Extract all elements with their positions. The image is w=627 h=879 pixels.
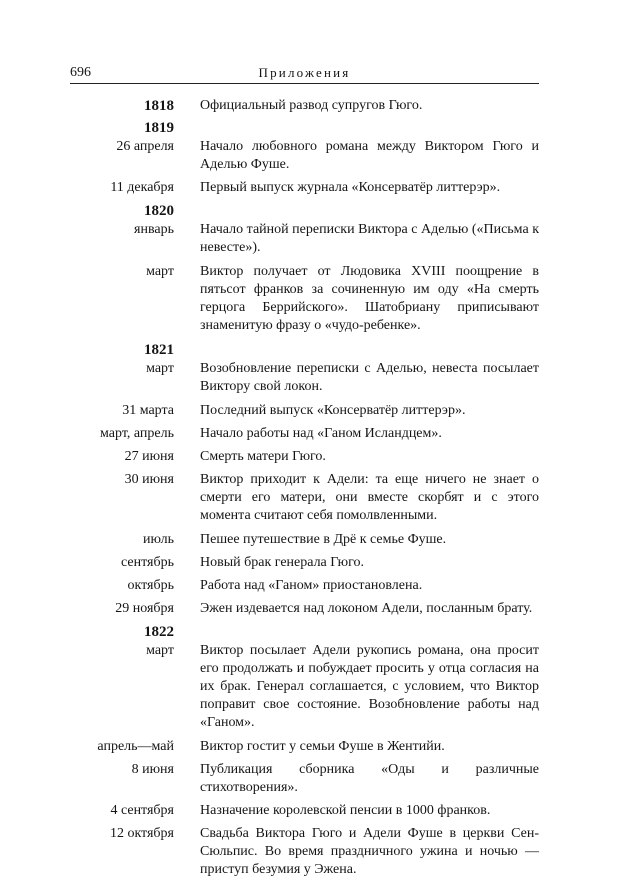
chronology-entry	[70, 97, 539, 115]
entry-date: 30 июня	[124, 472, 174, 487]
entry-date: март	[146, 361, 174, 376]
chronology-entry	[70, 825, 539, 879]
entry-date: март	[146, 264, 174, 279]
chronology-entry	[70, 642, 539, 732]
entry-date: апрель—май	[97, 739, 174, 754]
entry-text: Смерть матери Гюго.	[200, 449, 326, 464]
entry-text: Первый выпуск журнала «Консерватёр литтерэр».	[200, 180, 501, 195]
chronology-entry	[70, 471, 539, 525]
entry-date: 8 июня	[131, 762, 174, 777]
entry-date: март	[146, 643, 174, 658]
entry-date: 26 апреля	[116, 139, 174, 154]
chronology-entry	[70, 554, 539, 572]
chronology-entry	[70, 531, 539, 549]
entry-date: октябрь	[127, 578, 174, 593]
entry-text: Начало работы над «Ганом Исландцем».	[200, 426, 442, 441]
entry-text: Виктор приходит к Адели: та еще ничего не знает о смерти его матери, они вместе скорбят и с этого момента считают себя помолвленными.	[200, 472, 539, 523]
year-heading	[70, 341, 539, 360]
chronology-entry	[70, 221, 539, 257]
year-label: 1821	[144, 342, 174, 358]
chronology-entry	[70, 360, 539, 396]
entry-text: Пешее путешествие в Дрё к семье Фуше.	[200, 532, 447, 547]
chronology-entry	[70, 577, 539, 595]
page-number: 696	[70, 65, 91, 80]
year-heading	[70, 623, 539, 642]
header-rule	[70, 83, 539, 84]
chronology-entry	[70, 802, 539, 820]
page-header	[70, 66, 539, 80]
chronology-entry	[70, 402, 539, 420]
entry-text: Публикация сборника «Оды и различные стихотворения».	[200, 762, 539, 795]
entry-text: Назначение королевской пенсии в 1000 франков.	[200, 803, 491, 818]
chronology-entry	[70, 425, 539, 443]
entry-text: Возобновление переписки с Аделью, невеста посылает Виктору свой локон.	[200, 361, 539, 394]
entry-text: Последний выпуск «Консерватёр литтерэр».	[200, 403, 466, 418]
year-heading	[70, 119, 539, 138]
chronology-entry	[70, 738, 539, 756]
year-label: 1820	[144, 203, 174, 219]
entry-date: сентябрь	[121, 555, 174, 570]
chronology	[70, 97, 539, 879]
entry-date: 31 марта	[122, 403, 174, 418]
running-title: Приложения	[258, 65, 351, 80]
entry-text: Работа над «Ганом» приостановлена.	[200, 578, 423, 593]
chronology-entry	[70, 761, 539, 797]
entry-text: Виктор посылает Адели рукопись романа, она просит его продолжать и побуждает просить у отца согласия на их брак. Генерал соглашается, с условием, что Виктор поправит свое состояние. Возобновление работы над «Ганом».	[200, 643, 539, 730]
entry-date: 11 декабря	[110, 180, 174, 195]
entry-text: Официальный развод супругов Гюго.	[200, 98, 423, 113]
year-heading	[70, 202, 539, 221]
entry-date: июль	[143, 532, 174, 547]
entry-text: Эжен издевается над локоном Адели, посланным брату.	[200, 601, 533, 616]
entry-text: Начало тайной переписки Виктора с Аделью («Письма к невесте»).	[200, 222, 539, 255]
entry-date: январь	[134, 222, 174, 237]
year-label: 1822	[144, 624, 174, 640]
entry-text: Виктор гостит у семьи Фуше в Жентийи.	[200, 739, 445, 754]
chronology-entry	[70, 263, 539, 335]
entry-text: Начало любовного романа между Виктором Гюго и Аделью Фуше.	[200, 139, 539, 172]
chronology-entry	[70, 138, 539, 174]
entry-date: 29 ноября	[115, 601, 174, 616]
entry-text: Виктор получает от Людовика XVIII поощрение в пятьсот франков за сочиненную им оду «На смерть герцога Беррийского». Шатобриану приписывают знаменитую фразу о «чудо-ребенке».	[200, 264, 539, 333]
entry-text: Новый брак генерала Гюго.	[200, 555, 365, 570]
entry-date: 12 октября	[109, 826, 174, 841]
entry-date: март, апрель	[100, 426, 174, 441]
chronology-entry	[70, 600, 539, 618]
entry-date: 27 июня	[124, 449, 174, 464]
year-label: 1818	[144, 98, 174, 114]
chronology-entry	[70, 448, 539, 466]
chronology-entry	[70, 179, 539, 197]
entry-text: Свадьба Виктора Гюго и Адели Фуше в церкви Сен-Сюльпис. Во время праздничного ужина и ночью — приступ безумия у Эжена.	[200, 826, 539, 877]
year-label: 1819	[144, 120, 174, 136]
entry-date: 4 сентября	[110, 803, 174, 818]
